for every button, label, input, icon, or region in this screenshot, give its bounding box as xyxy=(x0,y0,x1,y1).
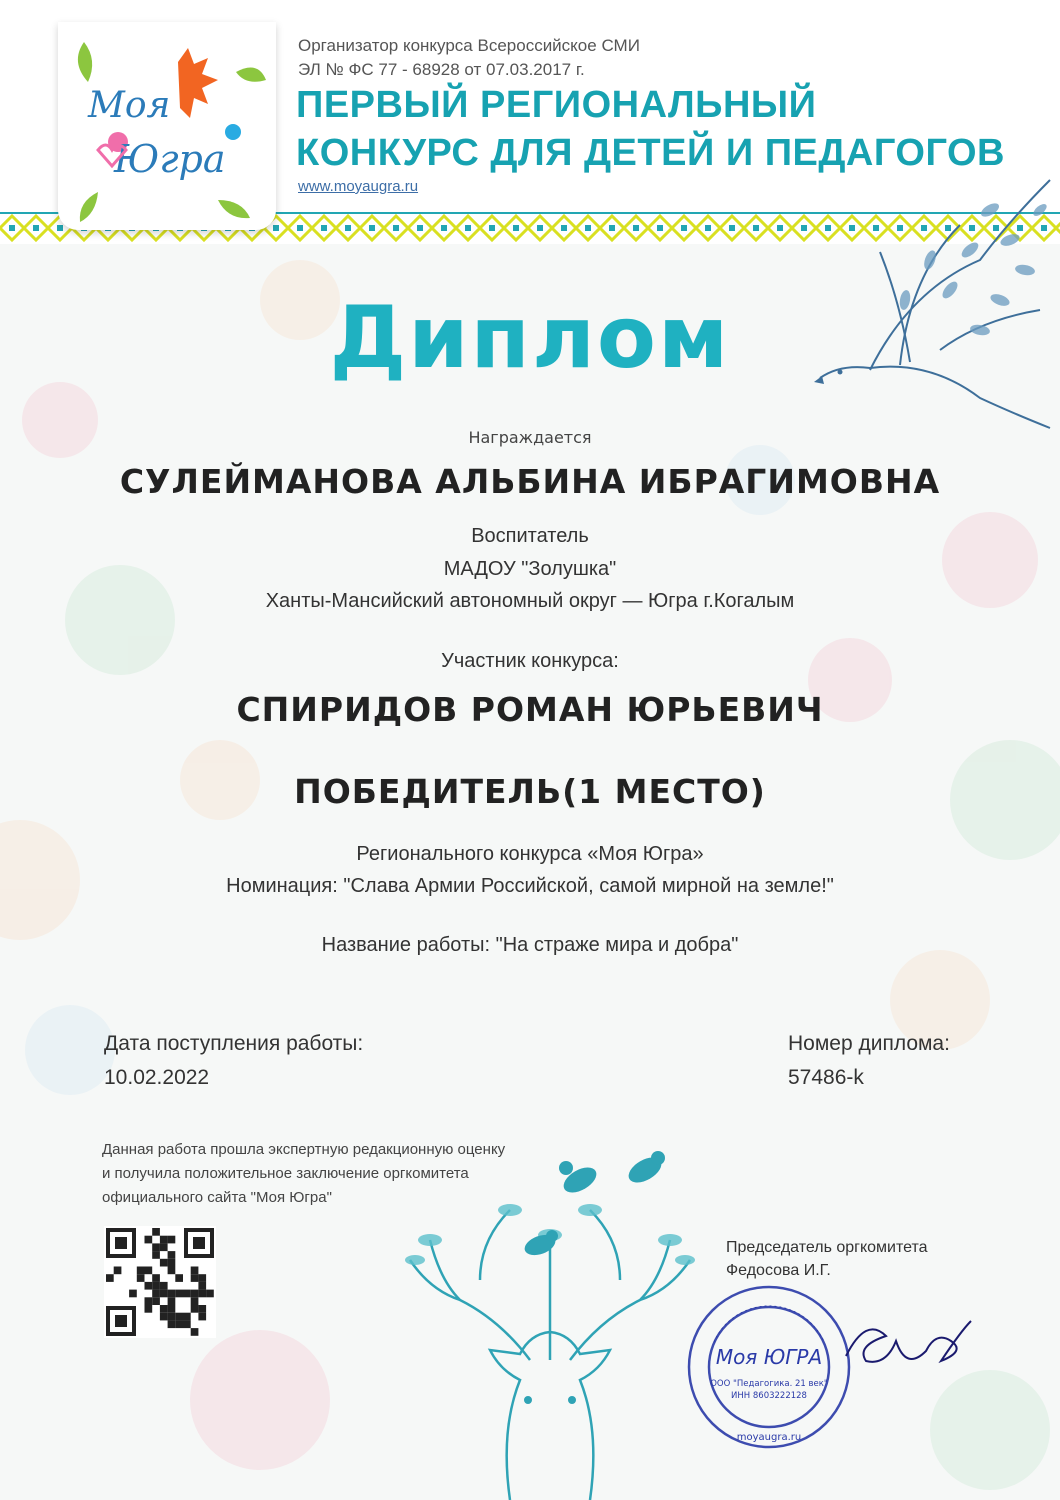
teacher-name: СУЛЕЙМАНОВА АЛЬБИНА ИБРАГИМОВНА xyxy=(119,462,941,501)
headline-line-2: КОНКУРС ДЛЯ ДЕТЕЙ И ПЕДАГОГОВ xyxy=(296,132,1006,174)
stamp-center-text: Моя ЮГРА xyxy=(715,1345,823,1369)
result: ПОБЕДИТЕЛЬ(1 МЕСТО) xyxy=(294,772,766,811)
number-block xyxy=(788,1032,950,1090)
contest-line: Регионального конкурса «Моя Югра» xyxy=(356,843,704,865)
chair-title: Председатель оргкомитета xyxy=(726,1239,928,1256)
website-link[interactable]: www.moyaugra.ru xyxy=(298,178,419,195)
headline-line-1: ПЕРВЫЙ РЕГИОНАЛЬНЫЙ xyxy=(296,84,817,126)
date-block xyxy=(104,1032,363,1090)
note-line-1: Данная работа прошла экспертную редакционную оценку xyxy=(102,1141,506,1158)
awarded-label: Награждается xyxy=(468,428,592,447)
signature-icon xyxy=(836,1306,976,1376)
svg-text:Югра: Югра xyxy=(114,137,226,181)
stamp-org-text: ООО "Педагогика. 21 век" xyxy=(710,1379,828,1389)
number-label: Номер диплома: xyxy=(788,1032,950,1055)
note-line-2: и получила положительное заключение оргкомитета xyxy=(102,1165,469,1182)
stamp-inn-text: ИНН 8603222128 xyxy=(731,1391,807,1401)
qr-code-icon[interactable] xyxy=(104,1226,216,1338)
diploma-title: Диплом xyxy=(329,288,731,388)
note-line-3: официального сайта "Моя Югра" xyxy=(102,1189,332,1206)
teacher-position: Воспитатель xyxy=(471,525,589,547)
location: Ханты-Мансийский автономный округ — Югра г.Когалым xyxy=(265,590,795,612)
stamp-icon xyxy=(684,1282,854,1452)
number-value: 57486-k xyxy=(788,1066,864,1089)
moya-yugra-logo-icon xyxy=(58,22,276,230)
participant-label: Участник конкурса: xyxy=(441,650,619,672)
stamp-site-text: moyaugra.ru xyxy=(736,1432,802,1443)
expert-note xyxy=(102,1138,602,1210)
organizer-line-2: ЭЛ № ФС 77 - 68928 от 07.03.2017 г. xyxy=(298,60,585,79)
date-label: Дата поступления работы: xyxy=(104,1032,364,1055)
institution: МАДОУ "Золушка" xyxy=(443,558,617,580)
svg-text:Моя: Моя xyxy=(88,85,171,126)
work-title-line: Название работы: "На страже мира и добра" xyxy=(321,934,739,956)
date-value: 10.02.2022 xyxy=(104,1066,210,1089)
organizer-line-1: Организатор конкурса Всероссийское СМИ xyxy=(298,36,640,55)
logo xyxy=(58,22,276,230)
participant-name: СПИРИДОВ РОМАН ЮРЬЕВИЧ xyxy=(236,690,824,729)
nomination-line: Номинация: "Слава Армии Российской, самой мирной на земле!" xyxy=(226,875,834,897)
chair-block xyxy=(726,1236,928,1282)
chair-name: Федосова И.Г. xyxy=(726,1262,831,1279)
